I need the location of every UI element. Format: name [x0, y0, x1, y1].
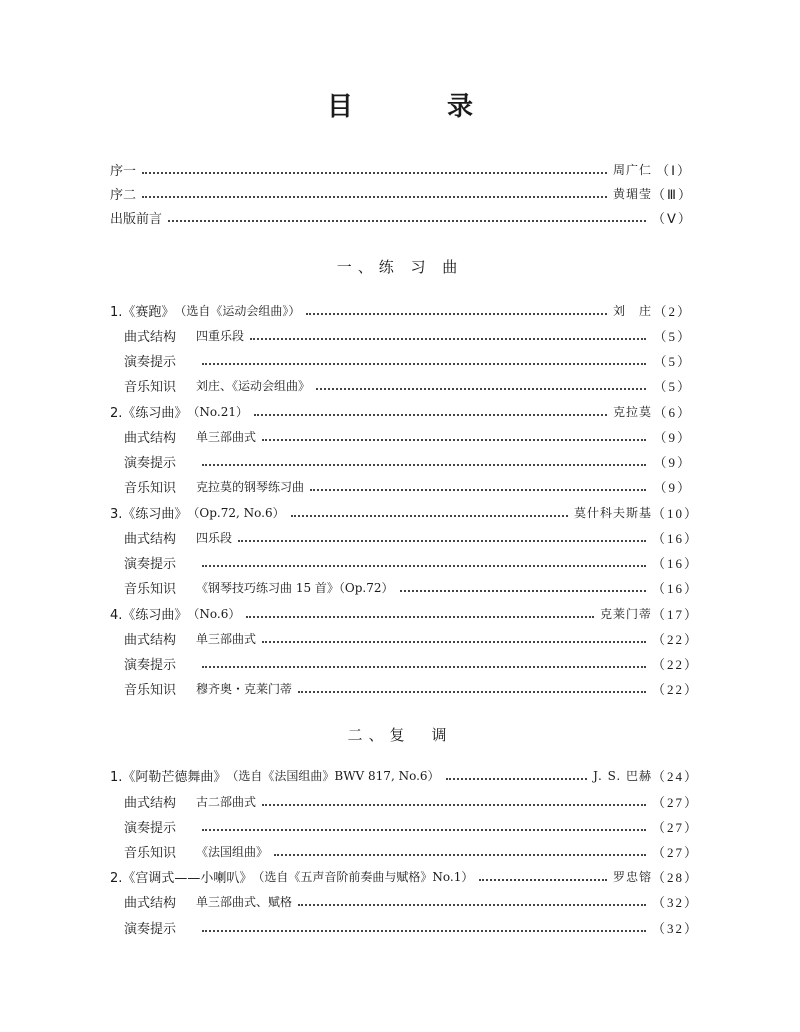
dot-leader — [262, 438, 646, 441]
toc-entry-preface-1[interactable] — [110, 159, 692, 179]
dot-leader — [446, 777, 588, 780]
subentry-text: 克拉莫的钢琴练习曲 — [196, 479, 305, 494]
toc-subentry[interactable] — [124, 891, 700, 911]
toc-subentry[interactable] — [124, 476, 692, 496]
dot-leader — [202, 828, 646, 831]
entry-page: （Ⅰ） — [656, 162, 692, 178]
entry-author: J. S. 巴赫 — [593, 768, 652, 783]
entry-page: （32） — [652, 920, 700, 936]
dot-leader — [298, 903, 646, 906]
dot-leader — [254, 413, 607, 416]
entry-page: （22） — [652, 681, 700, 697]
entry-note: （No.21） — [187, 404, 249, 419]
toc-subentry[interactable] — [124, 791, 700, 811]
subentry-text: 刘庄、《运动会组曲》 — [196, 378, 311, 393]
dot-leader — [142, 195, 607, 198]
entry-page: （28） — [652, 869, 700, 885]
toc-subentry[interactable] — [124, 552, 700, 572]
subentry-label: 演奏提示 — [124, 820, 177, 836]
entry-author: 罗忠镕 — [612, 869, 652, 884]
dot-leader — [168, 219, 646, 222]
entry-page: （22） — [652, 656, 700, 672]
section-heading: 一、练 习 曲 — [336, 258, 464, 276]
entry-note: （选自《运动会组曲》） — [174, 303, 301, 318]
subentry-text: 穆齐奥・克莱门蒂 — [196, 681, 293, 696]
subentry-label: 曲式结构 — [124, 531, 177, 547]
subentry-text: 单三部曲式 — [196, 631, 257, 646]
toc-subentry[interactable] — [124, 816, 700, 836]
subentry-label: 音乐知识 — [124, 581, 177, 597]
subentry-label: 音乐知识 — [124, 480, 177, 496]
subentry-text: 四重乐段 — [196, 328, 245, 343]
toc-subentry[interactable] — [124, 527, 700, 547]
dot-leader — [262, 640, 646, 643]
toc-entry-piece[interactable] — [110, 401, 692, 421]
dot-leader — [202, 362, 646, 365]
toc-subentry[interactable] — [124, 628, 700, 648]
toc-entry-piece[interactable] — [110, 866, 700, 886]
dot-leader — [238, 539, 646, 542]
entry-title: 2.《宫调式——小喇叭》 — [110, 870, 253, 886]
entry-page: （32） — [652, 894, 700, 910]
toc-subentry[interactable] — [124, 653, 700, 673]
subentry-text: 单三部曲式 — [196, 429, 257, 444]
subentry-label: 曲式结构 — [124, 795, 177, 811]
entry-note: （选自《法国组曲》BWV 817, No.6） — [226, 768, 440, 783]
toc-entry-piece[interactable] — [110, 502, 700, 522]
subentry-label: 音乐知识 — [124, 845, 177, 861]
entry-page: （Ⅲ） — [652, 186, 693, 202]
entry-page: （17） — [652, 606, 700, 622]
subentry-label: 演奏提示 — [124, 354, 177, 370]
entry-note: （Op.72, No.6） — [187, 505, 285, 520]
toc-subentry[interactable] — [124, 350, 692, 370]
entry-page: （6） — [653, 404, 692, 420]
entry-author: 周广仁 — [612, 162, 652, 177]
entry-author: 克拉莫 — [612, 404, 652, 419]
entry-title: 3.《练习曲》 — [110, 506, 188, 522]
dot-leader — [202, 463, 646, 466]
toc-subentry[interactable] — [124, 426, 692, 446]
entry-title: 序二 — [110, 187, 137, 203]
entry-author: 刘 庄 — [612, 303, 652, 318]
subentry-label: 演奏提示 — [124, 455, 177, 471]
entry-page: （9） — [653, 454, 692, 470]
entry-page: （16） — [652, 530, 700, 546]
entry-page: （2） — [653, 303, 692, 319]
entry-page: （16） — [652, 555, 700, 571]
entry-page: （16） — [652, 580, 700, 596]
subentry-text: 《钢琴技巧练习曲 15 首》（Op.72） — [196, 580, 394, 595]
dot-leader — [202, 564, 646, 567]
entry-author: 黄瑂莹 — [612, 186, 652, 201]
toc-entry-piece[interactable] — [110, 300, 692, 320]
toc-subentry[interactable] — [124, 375, 692, 395]
entry-page: （9） — [653, 479, 692, 495]
dot-leader — [262, 803, 646, 806]
dot-leader — [479, 878, 607, 881]
entry-title: 4.《练习曲》 — [110, 607, 188, 623]
dot-leader — [310, 488, 646, 491]
toc-subentry[interactable] — [124, 325, 692, 345]
subentry-text: 单三部曲式、赋格 — [196, 894, 293, 909]
entry-page: （Ⅴ） — [652, 210, 693, 226]
toc-entry-piece[interactable] — [110, 603, 700, 623]
subentry-label: 曲式结构 — [124, 329, 177, 345]
entry-page: （24） — [652, 768, 700, 784]
dot-leader — [202, 665, 646, 668]
dot-leader — [250, 337, 646, 340]
subentry-text: 《法国组曲》 — [196, 844, 269, 859]
entry-title: 1.《阿勒芒德舞曲》 — [110, 769, 227, 785]
subentry-label: 演奏提示 — [124, 921, 177, 937]
subentry-text: 古二部曲式 — [196, 794, 257, 809]
toc-subentry[interactable] — [124, 577, 700, 597]
entry-page: （5） — [653, 378, 692, 394]
entry-page: （10） — [652, 505, 700, 521]
entry-page: （22） — [652, 631, 700, 647]
entry-title: 序一 — [110, 163, 137, 179]
entry-author: 克莱门蒂 — [599, 606, 652, 621]
dot-leader — [142, 171, 607, 174]
subentry-text: 四乐段 — [196, 530, 233, 545]
subentry-label: 音乐知识 — [124, 379, 177, 395]
subentry-label: 音乐知识 — [124, 682, 177, 698]
entry-page: （27） — [652, 844, 700, 860]
dot-leader — [274, 853, 646, 856]
entry-page: （27） — [652, 794, 700, 810]
entry-author: 莫什科夫斯基 — [573, 505, 652, 520]
toc-entry-preface-2[interactable] — [110, 183, 692, 203]
toc-entry-piece[interactable] — [110, 765, 700, 785]
subentry-label: 曲式结构 — [124, 632, 177, 648]
dot-leader — [316, 387, 646, 390]
dot-leader — [306, 312, 607, 315]
toc-subentry[interactable] — [124, 678, 700, 698]
subentry-label: 演奏提示 — [124, 556, 177, 572]
dot-leader — [202, 929, 646, 932]
subentry-label: 曲式结构 — [124, 430, 177, 446]
entry-title: 1.《赛跑》 — [110, 304, 175, 320]
page-title: 目 录 — [326, 92, 507, 122]
toc-subentry[interactable] — [124, 917, 700, 937]
toc-subentry[interactable] — [124, 451, 692, 471]
dot-leader — [298, 690, 646, 693]
toc-entry-publisher-foreword[interactable] — [110, 207, 692, 227]
section-heading: 二、复 调 — [347, 726, 453, 744]
entry-page: （5） — [653, 353, 692, 369]
entry-page: （9） — [653, 429, 692, 445]
subentry-label: 演奏提示 — [124, 657, 177, 673]
entry-title: 出版前言 — [110, 211, 163, 227]
dot-leader — [246, 615, 594, 618]
dot-leader — [291, 514, 568, 517]
subentry-label: 曲式结构 — [124, 895, 177, 911]
entry-note: （选自《五声音阶前奏曲与赋格》No.1） — [252, 869, 474, 884]
entry-page: （27） — [652, 819, 700, 835]
dot-leader — [400, 589, 646, 592]
entry-page: （5） — [653, 328, 692, 344]
toc-subentry[interactable] — [124, 841, 700, 861]
entry-title: 2.《练习曲》 — [110, 405, 188, 421]
entry-note: （No.6） — [187, 606, 241, 621]
